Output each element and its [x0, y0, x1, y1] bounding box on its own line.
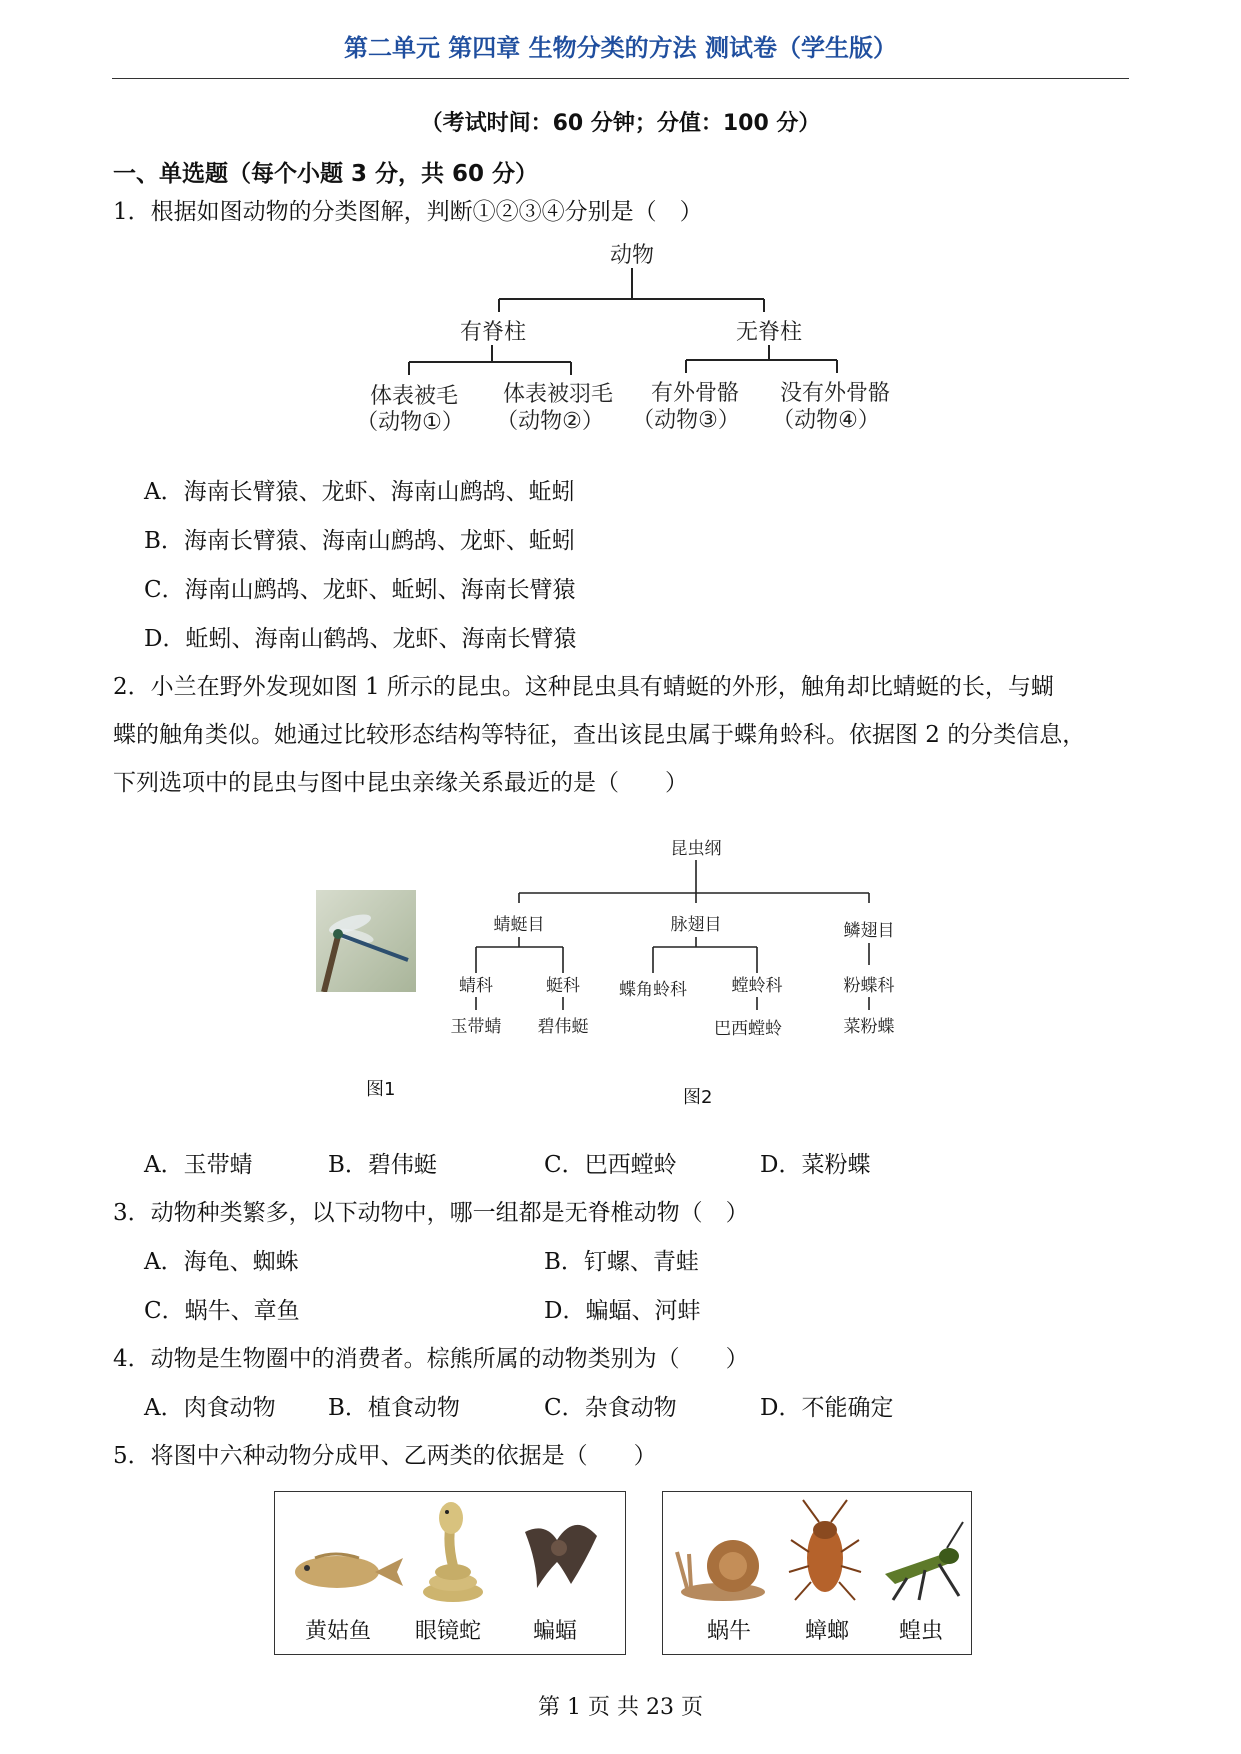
- question-2-stem-line-2: 蝶的触角类似。她通过比较形态结构等特征，查出该昆虫属于蝶角蛉科。依据图 2 的分类信息，: [113, 722, 1086, 748]
- q2-option-b[interactable]: B．碧伟蜓: [328, 1152, 437, 1178]
- figure-1-label: 图1: [366, 1079, 396, 1100]
- cobra-image: [423, 1502, 483, 1602]
- diagram-leaf-4a: 没有外骨骼: [779, 381, 891, 406]
- q3-option-d[interactable]: D．蝙蝠、河蚌: [544, 1298, 701, 1324]
- insect-species-row: [440, 1010, 920, 1050]
- q5-group-2-illustration: [663, 1492, 971, 1612]
- q4-option-b[interactable]: B．植食动物: [328, 1395, 460, 1421]
- snail-image: [677, 1540, 765, 1601]
- q4-option-a[interactable]: A．肉食动物: [144, 1395, 276, 1421]
- q1-option-c[interactable]: C．海南山鹧鸪、龙虾、蚯蚓、海南长臂猿: [144, 577, 576, 603]
- question-1-stem: 1．根据如图动物的分类图解，判断①②③④分别是（ ）: [113, 199, 703, 225]
- group-2-animal-3: 蝗虫: [899, 1619, 944, 1644]
- header-divider: [112, 78, 1129, 79]
- question-3-stem: 3．动物种类繁多，以下动物中，哪一组都是无脊椎动物（ ）: [113, 1200, 749, 1226]
- diagram-vertebrate: 有脊柱: [459, 320, 527, 345]
- diagram-invertebrate: 无脊柱: [735, 320, 803, 345]
- q4-option-d[interactable]: D．不能确定: [760, 1395, 894, 1421]
- exam-info: （考试时间：60 分钟；分值：100 分）: [420, 111, 821, 136]
- diagram-leaf-1a: 体表被毛: [369, 384, 459, 409]
- page-footer: 第 1 页 共 23 页: [538, 1695, 703, 1720]
- tree-family-4: 螳蛉科: [731, 976, 783, 996]
- q3-option-b[interactable]: B．钉螺、青蛙: [544, 1249, 699, 1275]
- q1-classification-diagram: [340, 235, 920, 450]
- q2-option-c[interactable]: C．巴西螳蛉: [544, 1152, 677, 1178]
- q1-option-b[interactable]: B．海南长臂猿、海南山鹧鸪、龙虾、蚯蚓: [144, 528, 575, 554]
- question-2-stem-line-3: 下列选项中的昆虫与图中昆虫亲缘关系最近的是（ ）: [113, 770, 688, 796]
- diagram-leaf-1b: （动物①）: [356, 410, 464, 435]
- tree-species-4: 巴西螳蛉: [714, 1019, 782, 1039]
- group-1-animal-3: 蝙蝠: [533, 1619, 578, 1644]
- question-2-stem-line-1: 2．小兰在野外发现如图 1 所示的昆虫。这种昆虫具有蜻蜓的外形，触角却比蜻蜓的长，与蝴: [113, 674, 1054, 700]
- question-4-stem: 4．动物是生物圈中的消费者。棕熊所属的动物类别为（ ）: [113, 1346, 749, 1372]
- tree-family-1: 蜻科: [459, 976, 493, 996]
- fish-image: [295, 1554, 403, 1588]
- diagram-leaf-2a: 体表被羽毛: [502, 382, 614, 407]
- tree-family-2: 蜓科: [546, 976, 580, 996]
- q5-group-1-box: [274, 1491, 626, 1655]
- group-1-animal-1: 黄姑鱼: [305, 1619, 372, 1644]
- question-5-stem: 5．将图中六种动物分成甲、乙两类的依据是（ ）: [113, 1443, 657, 1469]
- tree-species-5: 菜粉蝶: [843, 1017, 895, 1037]
- bat-image: [525, 1525, 597, 1588]
- tree-family-5: 粉蝶科: [843, 976, 895, 996]
- q4-option-c[interactable]: C．杂食动物: [544, 1395, 677, 1421]
- q1-option-d[interactable]: D．蚯蚓、海南山鹤鸪、龙虾、海南长臂猿: [144, 626, 577, 652]
- q3-option-c[interactable]: C．蜗牛、章鱼: [144, 1298, 300, 1324]
- diagram-leaf-2b: （动物②）: [496, 409, 604, 434]
- cockroach-image: [789, 1500, 861, 1600]
- tree-order-lepidoptera: 鳞翅目: [843, 921, 895, 941]
- group-1-animal-2: 眼镜蛇: [415, 1619, 482, 1644]
- tree-root: 昆虫纲: [670, 839, 722, 859]
- group-2-animal-1: 蜗牛: [707, 1619, 752, 1644]
- q2-option-d[interactable]: D．菜粉蝶: [760, 1152, 871, 1178]
- q2-option-a[interactable]: A．玉带蜻: [144, 1152, 253, 1178]
- q5-group-2-box: [662, 1491, 972, 1655]
- insect-classification-tree: [440, 835, 920, 1010]
- figure-2-label: 图2: [683, 1087, 713, 1108]
- document-title: 第二单元 第四章 生物分类的方法 测试卷（学生版）: [343, 34, 898, 62]
- q3-option-a[interactable]: A．海龟、蜘蛛: [144, 1249, 299, 1275]
- diagram-root: 动物: [609, 243, 655, 268]
- dragonfly-photo: [316, 890, 416, 992]
- tree-species-2: 碧伟蜓: [537, 1017, 589, 1037]
- q1-option-a[interactable]: A．海南长臂猿、龙虾、海南山鹧鸪、蚯蚓: [144, 479, 575, 505]
- tree-species-1: 玉带蜻: [450, 1017, 502, 1037]
- tree-order-neuroptera: 脉翅目: [670, 915, 722, 935]
- diagram-leaf-4b: （动物④）: [772, 408, 880, 433]
- locust-image: [885, 1522, 963, 1600]
- section-title: 一、单选题（每个小题 3 分，共 60 分）: [113, 161, 539, 187]
- tree-family-3: 蝶角蛉科: [619, 980, 687, 1000]
- group-2-animal-2: 蟑螂: [805, 1619, 850, 1644]
- diagram-leaf-3a: 有外骨骼: [650, 381, 740, 406]
- tree-order-odonata: 蜻蜓目: [493, 915, 545, 935]
- q5-group-1-illustration: [275, 1492, 625, 1612]
- diagram-leaf-3b: （动物③）: [632, 408, 740, 433]
